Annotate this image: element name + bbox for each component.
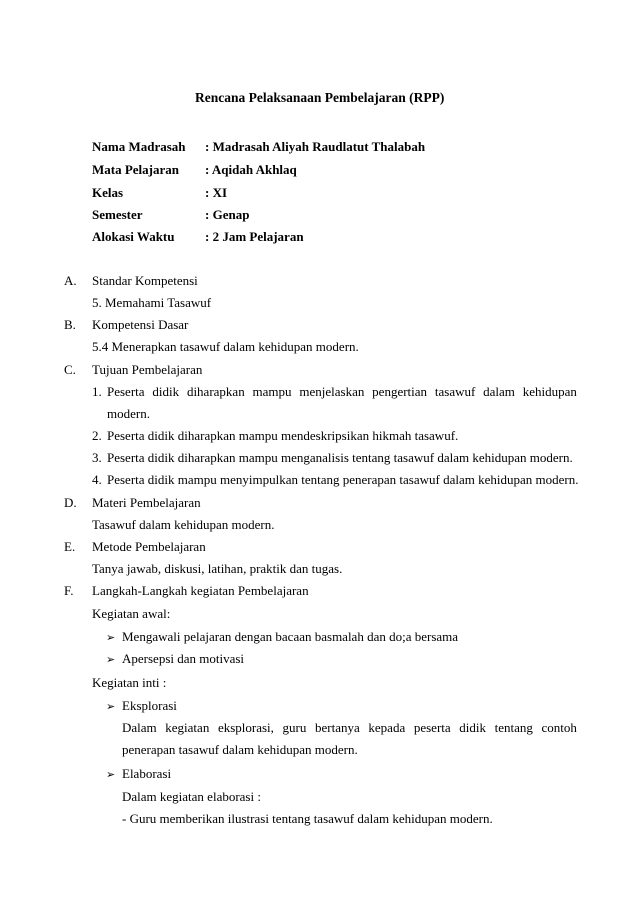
section-d-heading: Materi Pembelajaran: [92, 495, 201, 510]
word: diharapkan: [186, 384, 245, 399]
elaborasi-line2: - Guru memberikan ilustrasi tentang tasawuf dalam kehidupan modern.: [122, 811, 493, 826]
word: dalam: [483, 384, 515, 399]
word: peserta: [413, 720, 451, 735]
identity-label-kelas: Kelas: [92, 185, 124, 200]
word: kegiatan: [165, 720, 210, 735]
section-b-content: 5.4 Menerapkan tasawuf dalam kehidupan modern.: [92, 339, 359, 354]
section-c-letter: C.: [64, 362, 76, 377]
objective-4-number: 4.: [92, 472, 102, 487]
section-e-letter: E.: [64, 539, 76, 554]
objective-1-line2: modern.: [107, 406, 150, 421]
identity-value-kelas: : XI: [205, 185, 228, 200]
awal-item-1-text: Mengawali pelajaran dengan bacaan basmalah dan do;a bersama: [122, 629, 459, 644]
identity-value-alokasi: : 2 Jam Pelajaran: [205, 229, 304, 244]
awal-item-2: [106, 652, 244, 666]
awal-item-2-text: Apersepsi dan motivasi: [122, 651, 245, 666]
section-b-heading: Kompetensi Dasar: [92, 317, 189, 332]
identity-value-semester: : Genap: [205, 207, 250, 222]
eksplorasi-label-text: Eksplorasi: [122, 698, 177, 713]
objective-3-text: Peserta didik diharapkan mampu menganalisis tentang tasawuf dalam kehidupan modern.: [107, 450, 573, 465]
identity-label-madrasah: Nama Madrasah: [92, 139, 186, 154]
elaborasi-label: [106, 767, 171, 781]
word: pengertian: [372, 384, 428, 399]
section-c-heading: Tujuan Pembelajaran: [92, 362, 203, 377]
section-a-letter: A.: [64, 273, 77, 288]
section-a-content: 5. Memahami Tasawuf: [92, 295, 212, 310]
kegiatan-awal-label: Kegiatan awal:: [92, 606, 171, 621]
word: Peserta: [107, 384, 145, 399]
word: tasawuf: [434, 384, 476, 399]
eksplorasi-line1: [122, 721, 577, 734]
elaborasi-line1: Dalam kegiatan elaborasi :: [122, 789, 261, 804]
word: tentang: [494, 720, 533, 735]
section-b-letter: B.: [64, 317, 76, 332]
word: menjelaskan: [299, 384, 365, 399]
section-d-letter: D.: [64, 495, 77, 510]
identity-label-mapel: Mata Pelajaran: [92, 162, 180, 177]
section-e-content: Tanya jawab, diskusi, latihan, praktik dan tugas.: [92, 561, 343, 576]
arrow-bullet-icon: ➢: [106, 769, 116, 781]
word: bertanya: [315, 720, 360, 735]
word: mampu: [252, 384, 292, 399]
word: guru: [282, 720, 307, 735]
kegiatan-inti-label: Kegiatan inti :: [92, 675, 167, 690]
section-f-letter: F.: [64, 583, 74, 598]
objective-2-number: 2.: [92, 428, 102, 443]
objective-1-line1: [107, 385, 577, 398]
word: contoh: [541, 720, 577, 735]
eksplorasi-line2: penerapan tasawuf dalam kehidupan modern.: [122, 742, 358, 757]
identity-label-alokasi: Alokasi Waktu: [92, 229, 175, 244]
section-e-heading: Metode Pembelajaran: [92, 539, 206, 554]
objective-3-number: 3.: [92, 450, 102, 465]
document-title: Rencana Pelaksanaan Pembelajaran (RPP): [195, 90, 445, 105]
identity-label-semester: Semester: [92, 207, 143, 222]
arrow-bullet-icon: ➢: [106, 632, 116, 644]
word: didik: [152, 384, 180, 399]
word: Dalam: [122, 720, 157, 735]
arrow-bullet-icon: ➢: [106, 701, 116, 713]
elaborasi-label-text: Elaborasi: [122, 766, 172, 781]
eksplorasi-label: [106, 699, 177, 713]
identity-value-mapel: : Aqidah Akhlaq: [205, 162, 297, 177]
awal-item-1: [106, 630, 458, 644]
word: kehidupan: [522, 384, 577, 399]
section-d-content: Tasawuf dalam kehidupan modern.: [92, 517, 275, 532]
section-a-heading: Standar Kompetensi: [92, 273, 198, 288]
word: kepada: [368, 720, 406, 735]
identity-value-madrasah: : Madrasah Aliyah Raudlatut Thalabah: [205, 139, 426, 154]
arrow-bullet-icon: ➢: [106, 654, 116, 666]
objective-2-text: Peserta didik diharapkan mampu mendeskripsikan hikmah tasawuf.: [107, 428, 459, 443]
objective-1-number: 1.: [92, 384, 102, 399]
word: eksplorasi,: [217, 720, 274, 735]
objective-4-text: Peserta didik mampu menyimpulkan tentang penerapan tasawuf dalam kehidupan modern.: [107, 472, 579, 487]
section-f-heading: Langkah-Langkah kegiatan Pembelajaran: [92, 583, 309, 598]
word: didik: [459, 720, 487, 735]
